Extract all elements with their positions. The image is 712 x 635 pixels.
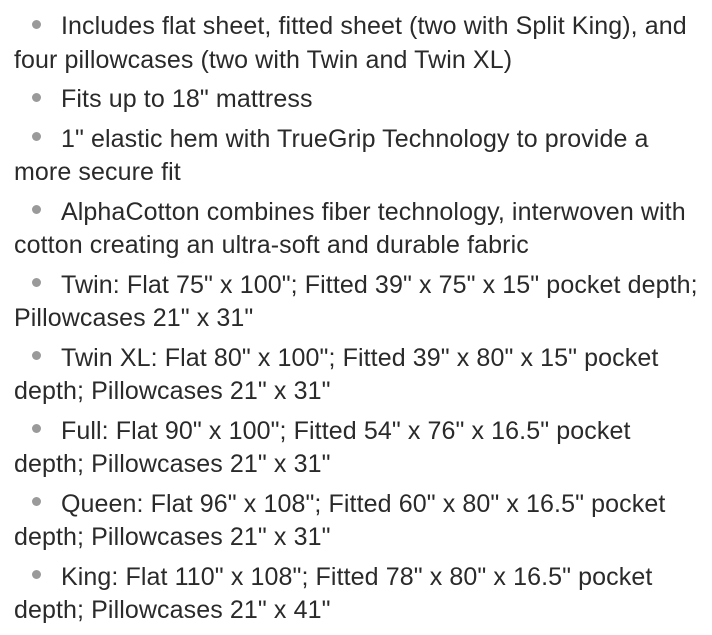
feature-text: Includes flat sheet, fitted sheet (two with Split King), and four pillowcases (two with Twin and Twin XL) [14,12,687,74]
bullet-icon [32,351,41,360]
list-item [14,415,702,482]
feature-text: 1" elastic hem with TrueGrip Technology to provide a more secure fit [14,124,649,186]
bullet-icon [32,278,41,287]
list-item [14,83,702,117]
bullet-icon [32,20,41,29]
bullet-icon [32,93,41,102]
bullet-icon [32,570,41,579]
feature-text: Fits up to 18" mattress [61,85,313,113]
bullet-icon [32,424,41,433]
list-item [14,342,702,409]
bullet-icon [32,132,41,141]
feature-text: Queen: Flat 96" x 108"; Fitted 60" x 80" x 16.5" pocket depth; Pillowcases 21" x 31" [14,489,666,551]
list-item [14,561,702,628]
feature-text: Twin XL: Flat 80" x 100"; Fitted 39" x 80" x 15" pocket depth; Pillowcases 21" x 31" [14,343,659,405]
feature-text: AlphaCotton combines fiber technology, interwoven with cotton creating an ultra-soft and durable fabric [14,197,686,259]
list-item [14,488,702,555]
feature-text: King: Flat 110" x 108"; Fitted 78" x 80" x 16.5" pocket depth; Pillowcases 21" x 41" [14,562,653,624]
feature-text: Full: Flat 90" x 100"; Fitted 54" x 76" x 16.5" pocket depth; Pillowcases 21" x 31" [14,416,631,478]
bullet-icon [32,205,41,214]
feature-text: Twin: Flat 75" x 100"; Fitted 39" x 75" x 15" pocket depth; Pillowcases 21" x 31" [14,270,698,332]
bullet-icon [32,497,41,506]
list-item [14,10,702,77]
list-item [14,269,702,336]
list-item [14,123,702,190]
list-item [14,196,702,263]
